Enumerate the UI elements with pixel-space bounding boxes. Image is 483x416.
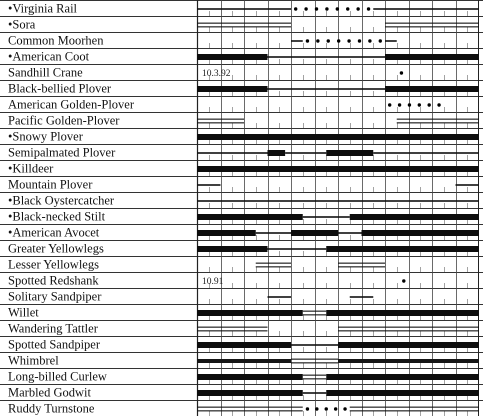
abundance-bar-double-upper <box>338 263 385 264</box>
species-label: Common Moorhen <box>8 33 104 48</box>
abundance-bar-thin <box>385 40 397 42</box>
abundance-bar-thin <box>256 232 291 234</box>
sighting-dot <box>358 39 361 42</box>
abundance-bar-thick <box>268 150 286 156</box>
abundance-bar-double-lower <box>197 330 268 331</box>
abundance-bar-thick <box>385 54 479 60</box>
abundance-bar-double-upper <box>197 23 291 24</box>
sighting-dot <box>367 7 370 10</box>
abundance-bar-thin <box>285 152 326 154</box>
abundance-bar-double-upper <box>303 311 327 312</box>
abundance-bar-thick <box>197 342 291 348</box>
sighting-dot <box>418 103 421 106</box>
abundance-bar-thick <box>197 246 268 252</box>
sighting-dot <box>315 407 318 410</box>
abundance-bar-thin <box>373 152 479 154</box>
abundance-bar-thin <box>268 248 327 250</box>
sighting-dot <box>336 7 339 10</box>
abundance-bar-thick <box>291 230 338 236</box>
species-label: Solitary Sandpiper <box>8 289 102 304</box>
sighting-dot <box>437 103 440 106</box>
abundance-bar-thick <box>197 54 268 60</box>
sighting-dot <box>398 103 401 106</box>
abundance-bar-double-lower <box>338 266 385 267</box>
abundance-bar-thick <box>326 310 479 316</box>
abundance-bar-double-lower <box>197 410 303 411</box>
abundance-bar-thin <box>268 296 292 298</box>
species-label: Pacific Golden-Plover <box>8 113 120 128</box>
abundance-bar-thin <box>197 152 268 154</box>
abundance-bar-thin <box>197 184 221 186</box>
abundance-bar-double-upper <box>197 119 244 120</box>
sighting-dot <box>379 39 382 42</box>
sighting-dot <box>304 7 307 10</box>
sighting-dot <box>346 7 349 10</box>
species-label: •Virginia Rail <box>8 1 78 16</box>
sighting-dot <box>316 39 319 42</box>
abundance-bar-thin <box>456 184 480 186</box>
abundance-bar-double-lower <box>385 26 479 27</box>
abundance-bar-thin <box>268 88 386 90</box>
abundance-bar-double-lower <box>303 314 327 315</box>
sighting-dot <box>368 39 371 42</box>
species-label: Wandering Tattler <box>8 321 98 336</box>
abundance-bar-thin <box>197 200 479 202</box>
abundance-bar-double-lower <box>197 122 244 123</box>
abundance-bar-double-lower <box>197 26 291 27</box>
abundance-bar-thick <box>326 390 479 396</box>
abundance-bar-double-lower <box>338 330 479 331</box>
abundance-bar-thin <box>303 392 327 394</box>
species-label: Black-bellied Plover <box>8 81 112 96</box>
species-label: •Sora <box>8 17 36 32</box>
species-label: •Snowy Plover <box>8 129 83 144</box>
species-label: •American Avocet <box>8 225 100 240</box>
species-label: Spotted Redshank <box>8 273 99 288</box>
abundance-bar-thick <box>197 86 268 92</box>
abundance-bar-thick <box>385 86 479 92</box>
species-label: American Golden-Plover <box>8 97 135 112</box>
sighting-dot <box>337 39 340 42</box>
species-label: Sandhill Crane <box>8 65 83 80</box>
sighting-dot <box>306 407 309 410</box>
abundance-bar-double-upper <box>385 23 479 24</box>
abundance-bar-thin <box>268 56 386 58</box>
abundance-bar-thick <box>326 374 479 380</box>
species-label: Whimbrel <box>8 353 59 368</box>
abundance-bar-double-lower <box>397 122 479 123</box>
abundance-bar-medium <box>338 359 479 363</box>
abundance-bar-double-upper <box>197 327 268 328</box>
abundance-bar-double-upper <box>303 375 327 376</box>
sighting-dot <box>325 407 328 410</box>
record-date-note: 10.3.92 <box>202 69 231 79</box>
sighting-dot <box>400 71 403 74</box>
abundance-bar-medium <box>197 359 291 363</box>
species-label: •Black-necked Stilt <box>8 209 106 224</box>
sighting-dot <box>343 407 346 410</box>
abundance-bar-thin <box>303 216 350 218</box>
record-date-note: 10.91 <box>202 277 224 287</box>
abundance-bar-thick <box>362 230 480 236</box>
sighting-dot <box>294 7 297 10</box>
species-label: Long-billed Curlew <box>8 369 107 384</box>
sighting-dot <box>388 103 391 106</box>
abundance-bar-double-lower <box>350 410 479 411</box>
species-label: Lesser Yellowlegs <box>8 257 99 272</box>
abundance-bar-double-upper <box>338 327 479 328</box>
abundance-bar-thin <box>338 232 362 234</box>
species-label: Marbled Godwit <box>8 385 91 400</box>
species-label: Mountain Plover <box>8 177 93 192</box>
sighting-dot <box>402 279 405 282</box>
abundance-bar-thick <box>197 390 303 396</box>
sighting-dot <box>356 7 359 10</box>
abundance-bar-thick <box>338 342 479 348</box>
abundance-bar-thick <box>326 246 479 252</box>
abundance-bar-thin <box>197 8 291 10</box>
sighting-dot <box>427 103 430 106</box>
sighting-dot <box>315 7 318 10</box>
abundance-bar-thin <box>373 8 479 10</box>
abundance-bar-thick <box>197 310 303 316</box>
abundance-bar-thick <box>350 214 479 220</box>
abundance-bar-double-lower <box>291 362 338 363</box>
sighting-dot <box>334 407 337 410</box>
abundance-bar-thick <box>197 214 303 220</box>
sighting-dot <box>325 7 328 10</box>
abundance-bar-double-upper <box>350 407 479 408</box>
abundance-bar-thick <box>197 374 303 380</box>
abundance-bar-thin <box>350 296 374 298</box>
abundance-bar-thick <box>197 166 479 172</box>
abundance-bar-double-lower <box>303 378 327 379</box>
sighting-dot <box>327 39 330 42</box>
species-label: •Black Oystercatcher <box>8 193 115 208</box>
species-label: •American Coot <box>8 49 90 64</box>
abundance-bar-thick <box>197 230 256 236</box>
abundance-bar-thick <box>197 134 479 140</box>
abundance-bar-double-upper <box>291 359 338 360</box>
species-label: Semipalmated Plover <box>8 145 116 160</box>
sighting-dot <box>306 39 309 42</box>
sighting-dot <box>347 39 350 42</box>
abundance-bar-double-lower <box>256 266 291 267</box>
abundance-bar-thin <box>291 40 303 42</box>
abundance-bar-double-upper <box>397 119 479 120</box>
species-label: Spotted Sandpiper <box>8 337 101 352</box>
species-label: Willet <box>8 305 39 320</box>
abundance-bars <box>197 7 479 411</box>
species-label: •Killdeer <box>8 161 54 176</box>
abundance-bar-thin <box>291 344 338 346</box>
abundance-bar-thick <box>326 150 373 156</box>
abundance-bar-double-upper <box>256 263 291 264</box>
sighting-dot <box>408 103 411 106</box>
species-label: Greater Yellowlegs <box>8 241 104 256</box>
species-label: Ruddy Turnstone <box>8 401 95 416</box>
abundance-bar-double-upper <box>197 407 303 408</box>
